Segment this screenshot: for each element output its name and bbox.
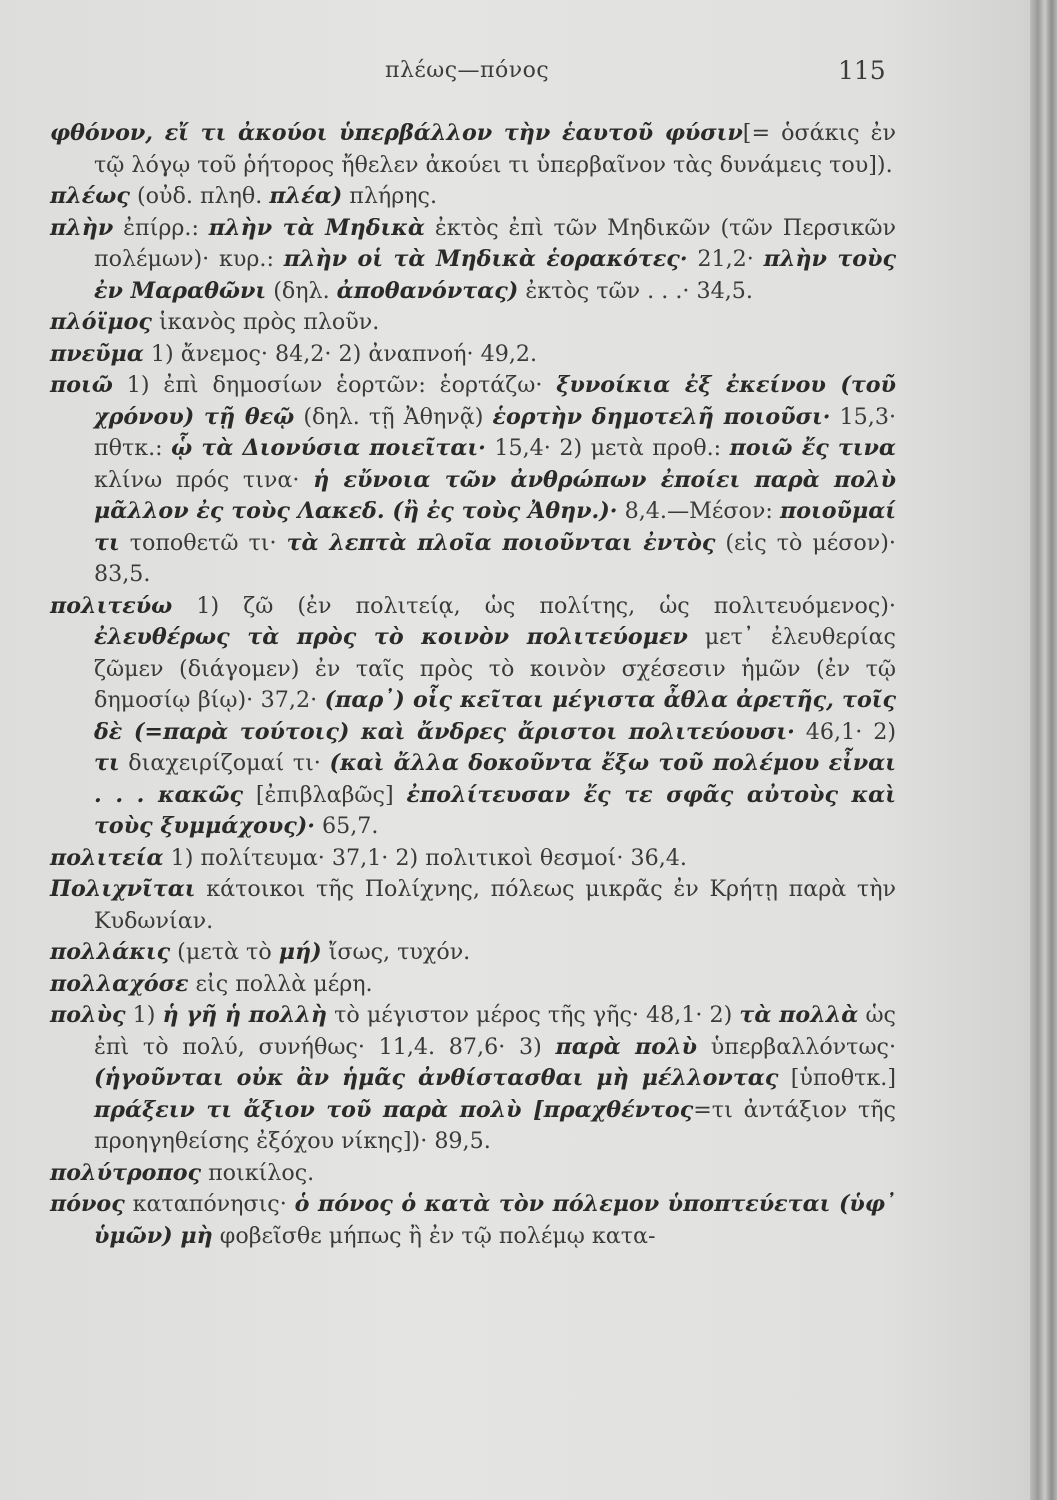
definition-text: πλήρης. — [342, 183, 438, 209]
headword: πόνος — [50, 1191, 125, 1217]
headword: πλόϊμος — [50, 309, 152, 335]
headword: πολιτεία — [50, 844, 164, 871]
citation-text: (καὶ ἄλλα δοκοῦντα ἔξω τοῦ πολέμου εἶναι . . . κακῶς — [94, 750, 896, 808]
running-title: πλέως—πόνος — [385, 58, 550, 83]
citation-text: ἀποθανόντας) — [336, 277, 519, 304]
citation-text: ᾧ τὰ Διονύσια ποιεῖται· — [171, 435, 486, 461]
definition-text: (δηλ. τῇ Ἀθηνᾷ) — [294, 403, 493, 430]
page-number: 115 — [838, 56, 886, 85]
definition-text: ποικίλος. — [201, 1159, 315, 1186]
headword: πολλάκις — [50, 939, 171, 965]
definition-text: ἱκανὸς πρὸς πλοῦν. — [151, 309, 380, 335]
definition-text: ἐκτὸς ἐπὶ τῶν Μηδικῶν (τῶν Περσικῶν πολέμων)· κυρ.: — [94, 214, 896, 272]
definition-text: [= ὁσάκις ἐν τῷ λόγῳ τοῦ ῥήτορος ἤθελεν ἀκούει τι ὑπερβαῖνον τὰς δυνάμεις του]). — [94, 120, 896, 178]
definition-text: 15,4· 2) μετὰ προθ.: — [485, 435, 730, 461]
citation-text: ξυνοίκια ἐξ ἐκείνου (τοῦ χρόνου) τῇ θεῷ — [94, 372, 896, 430]
citation-text: (παρ᾽) οἷς κεῖται μέγιστα ἆθλα ἀρετῆς, τοῖς δὲ (=παρὰ τούτοις) καὶ ἄνδρες ἄριστοι πολιτεύουσι· — [94, 687, 896, 745]
definition-text: κάτοικοι τῆς Πολίχνης, πόλεως μικρᾶς ἐν Κρήτῃ παρὰ τὴν Κυδωνίαν. — [94, 876, 896, 934]
page-edge — [1030, 0, 1057, 1500]
glossary-entry — [50, 339, 896, 371]
definition-text: εἰς πολλὰ μέρη. — [188, 970, 373, 997]
definition-text: ἐκτὸς τῶν . . .· 34,5. — [518, 277, 753, 304]
citation-text: πλὴν τοὺς ἐν Μαραθῶνι — [94, 246, 896, 304]
definition-text: κλίνω πρός τινα· — [94, 466, 314, 493]
page-header — [0, 58, 1030, 92]
definition-text: 1) πολίτευμα· 37,1· 2) πολιτικοὶ θεσμοί· 36,4. — [163, 844, 687, 871]
citation-text: μή) — [278, 939, 322, 965]
citation-text: ὁ πόνος ὁ κατὰ τὸν πόλεμον ὑποπτεύεται (ὑφ᾽ ὑμῶν) μὴ — [94, 1191, 896, 1249]
citation-text: πράξειν τι ἄξιον τοῦ παρὰ πολὺ [πραχθέντος — [94, 1096, 694, 1123]
definition-text: 1) ἐπὶ δημοσίων ἑορτῶν: ἑορτάζω· — [112, 372, 557, 398]
glossary-text — [50, 118, 896, 1252]
headword: πνεῦμα — [50, 340, 144, 367]
headword: πλὴν — [50, 214, 114, 241]
citation-text: ἑορτὴν δημοτελῆ ποιοῦσι· — [492, 403, 831, 430]
headword: Πολιχνῖται — [50, 876, 196, 902]
citation-text: ἐπολίτευσαν ἔς τε σφᾶς αὐτοὺς καὶ τοὺς ξυμμάχους)· — [94, 781, 896, 839]
glossary-entry — [50, 843, 896, 875]
glossary-continuation — [50, 118, 896, 181]
definition-text: τὸ μέγιστον μέρος τῆς γῆς· 48,1· 2) — [327, 1002, 740, 1028]
glossary-entry — [50, 370, 896, 591]
definition-text: (μετὰ τὸ — [170, 939, 279, 965]
glossary-entry — [50, 213, 896, 308]
glossary-entry — [50, 1000, 896, 1158]
citation-text: ἡ εὔνοια τῶν ἀνθρώπων ἐποίει παρὰ πολὺ μᾶλλον ἐς τοὺς Λακεδ. (ἢ ἐς τοὺς Ἀθην.)· — [94, 466, 896, 524]
definition-text: 46,1· 2) — [794, 718, 896, 745]
citation-text: (ἡγοῦνται οὐκ ἂν ἡμᾶς ἀνθίστασθαι μὴ μέλλοντας — [94, 1065, 779, 1091]
glossary-entry — [50, 937, 896, 969]
glossary-entry — [50, 969, 896, 1001]
citation-text: ἐλευθέρως τὰ πρὸς τὸ κοινὸν πολιτεύομεν — [94, 624, 688, 650]
definition-text: φοβεῖσθε μήπως ἢ ἐν τῷ πολέμῳ κατα- — [212, 1222, 656, 1249]
headword: πολύτροπος — [50, 1159, 202, 1186]
citation-text: πλὴν τὰ Μηδικὰ — [208, 214, 425, 241]
definition-text: ὡς ἐπὶ τὸ πολύ, συνήθως· 11,4. 87,6· 3) — [94, 1002, 896, 1060]
citation-text: ἡ γῆ ἡ πολλὴ — [162, 1002, 328, 1028]
headword: πολλαχόσε — [50, 970, 189, 997]
definition-text: ἐπίρρ.: — [113, 214, 209, 241]
citation-text: παρὰ πολὺ — [555, 1033, 698, 1060]
definition-text: 1) ζῶ (ἐν πολιτείᾳ, ὡς πολίτης, ὡς πολιτευόμενος)· — [172, 592, 896, 619]
definition-text: ὑπερβαλλόντως· — [697, 1033, 897, 1060]
definition-text: τοποθετῶ τι· — [119, 529, 287, 556]
citation-text: πλέα) — [269, 183, 343, 209]
headword: ποιῶ — [50, 372, 113, 398]
citation-text: πλὴν οἱ τὰ Μηδικὰ ἑορακότες· — [283, 246, 688, 272]
definition-text: μετ᾽ ἐλευθερίας ζῶμεν (διάγομεν) ἐν ταῖς πρὸς τὸ κοινὸν σχέσεσιν ἡμῶν (ἐν τῷ δημοσίῳ βίῳ)· 37,2· — [94, 624, 896, 713]
glossary-entry — [50, 1189, 896, 1252]
glossary-entry — [50, 591, 896, 843]
definition-text: 1) ἄνεμος· 84,2· 2) ἀναπνοή· 49,2. — [143, 340, 538, 367]
definition-text: 65,7. — [314, 813, 379, 839]
citation-text: ποιοῦμαί τι — [94, 498, 897, 556]
headword: πολὺς — [50, 1002, 126, 1028]
definition-text: (οὐδ. πληθ. — [129, 183, 270, 209]
definition-text: (εἰς τὸ μέσον)· 83,5. — [94, 529, 896, 587]
glossary-entry — [50, 307, 896, 339]
definition-text: 15,3· πθτκ.: — [94, 403, 897, 461]
glossary-entry — [50, 1158, 896, 1190]
definition-text: ἴσως, τυχόν. — [321, 939, 471, 965]
definition-text: =τι ἀντάξιον τῆς προηγηθείσης ἐξόχου νίκης])· 89,5. — [94, 1096, 896, 1154]
citation-text: τὰ λεπτὰ πλοῖα ποιοῦνται ἐντὸς — [286, 529, 716, 556]
headword: πλέως — [50, 183, 130, 209]
definition-text: [ἐπιβλαβῶς] — [242, 781, 407, 808]
citation-text: ποιῶ ἔς τινα — [729, 435, 896, 461]
headword: πολιτεύω — [50, 592, 173, 619]
glossary-entry — [50, 874, 896, 937]
definition-text: 21,2· — [687, 246, 764, 272]
citation-text: τὰ πολλὰ — [739, 1002, 859, 1028]
definition-text: 1) — [125, 1002, 163, 1028]
definition-text: διαχειρίζομαί τι· — [119, 750, 330, 776]
definition-text: [ὑποθτκ.] — [778, 1065, 896, 1091]
glossary-entry — [50, 181, 896, 213]
definition-text: 8,4.—Μέσον: — [617, 498, 780, 524]
citation-text: φθόνον, εἴ τι ἀκούοι ὑπερβάλλον τὴν ἑαυτοῦ φύσιν — [50, 120, 743, 146]
definition-text: καταπόνησις· — [124, 1191, 295, 1217]
definition-text: (δηλ. — [266, 277, 337, 304]
citation-text: τι — [94, 750, 120, 776]
